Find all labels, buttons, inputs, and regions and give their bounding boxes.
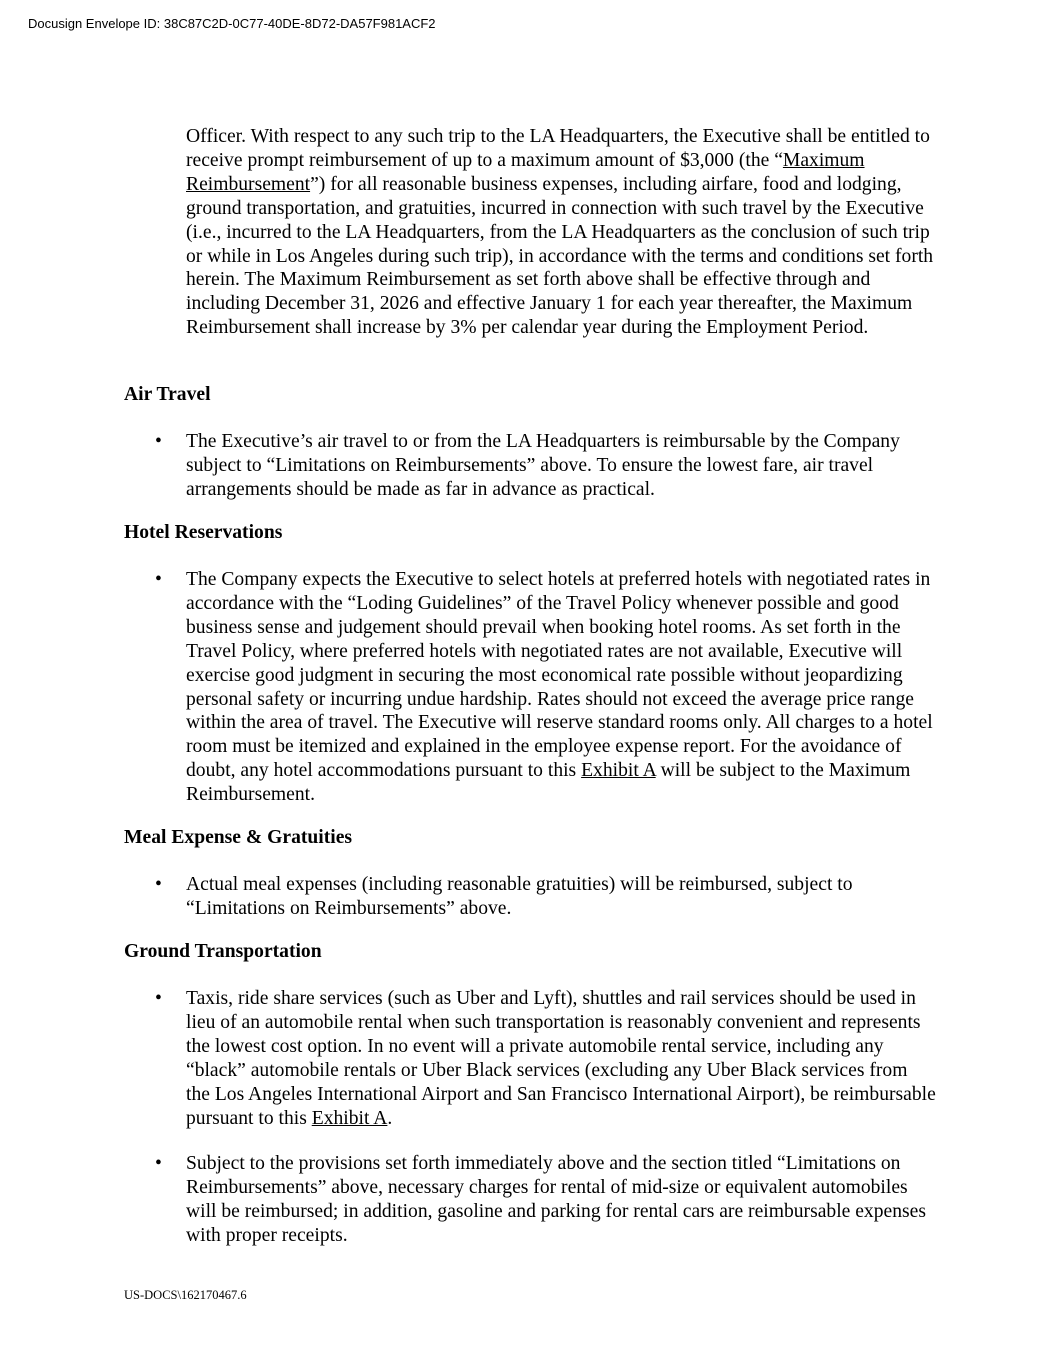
document-footer-id: US-DOCS\162170467.6	[124, 1288, 247, 1302]
hotel-reservations-heading: Hotel Reservations	[124, 522, 283, 543]
docusign-envelope-id: Docusign Envelope ID: 38C87C2D-0C77-40DE-8D72-DA57F981ACF2	[28, 16, 436, 31]
intro-text-2: ”) for all reasonable business expenses, including airfare, food and lodging, ground transportation, and gratuities, incurred in connection with such travel by the Executive (i.e., incurred to the LA Headquarters, from the LA Headquarters as the conclusion of such trip or while in Los Angeles during such trip), in accordance with the terms and conditions set forth herein. The Maximum Reimbursement as set forth above shall be effective through and including December 31, 2026 and effective January 1 for each year thereafter, the Maximum Reimbursement shall increase by 3% per calendar year during the Employment Period.	[186, 173, 934, 339]
hotel-text	[186, 568, 936, 807]
ground-transportation-heading: Ground Transportation	[124, 941, 322, 962]
ground-text-1a: Taxis, ride share services (such as Uber and Lyft), shuttles and rail services should be used in lieu of an automobile rental when such transportation is reasonably convenient and represents the lowest cost option. In no event will a private automobile rental service, including any “black” automobile rentals or Uber Black services (excluding any Uber Black services from the Los Angeles International Airport and San Francisco International Airport), be reimbursable pursuant to this	[186, 988, 936, 1129]
bullet-icon: •	[155, 874, 162, 895]
meal-text: Actual meal expenses (including reasonable gratuities) will be reimbursed, subject to “Limitations on Reimbursements” above.	[186, 874, 853, 919]
air-travel-text: The Executive’s air travel to or from the LA Headquarters is reimbursable by the Company subject to “Limitations on Reimbursements” above. To ensure the lowest fare, air travel arrangements should be made as far in advance as practical.	[186, 431, 900, 500]
ground-text-2: Subject to the provisions set forth immediately above and the section titled “Limitations on Reimbursements” above, necessary charges for rental of mid-size or equivalent automobiles will be reimbursed; in addition, gasoline and parking for rental cars are reimbursable expenses with proper receipts.	[186, 1153, 926, 1246]
exhibit-a-link[interactable]: Exhibit A	[311, 1107, 388, 1129]
bullet-icon: •	[155, 569, 162, 590]
exhibit-a-link[interactable]: Exhibit A	[581, 760, 656, 782]
maximum-reimbursement-term: Maximum Reimbursement	[186, 149, 865, 195]
intro-paragraph	[186, 125, 936, 340]
hotel-text-1: The Company expects the Executive to select hotels at preferred hotels with negotiated rates in accordance with the “Loding Guidelines” of the Travel Policy whenever possible and good business sense and judgement should prevail when booking hotel rooms. As set forth in the Travel Policy, where preferred hotels with negotiated rates are not available, Executive will exercise good judgment in securing the most economical rate possible without jeopardizing personal safety or incurring undue hardship. Rates should not exceed the average price range within the area of travel. The Executive will reserve standard rooms only. All charges to a hotel room must be itemized and explained in the employee expense report. For the avoidance of doubt, any hotel accommodations pursuant to this	[186, 569, 933, 782]
bullet-icon: •	[155, 988, 162, 1009]
meal-expense-heading: Meal Expense & Gratuities	[124, 827, 353, 848]
intro-text-1: Officer. With respect to any such trip to the LA Headquarters, the Executive shall be entitled to receive prompt reimbursement of up to a maximum amount of $3,000 (the “	[186, 126, 930, 171]
ground-text-1	[186, 987, 936, 1130]
air-travel-heading: Air Travel	[124, 384, 211, 405]
bullet-icon: •	[155, 431, 162, 452]
ground-text-1b: .	[387, 1107, 393, 1129]
bullet-icon: •	[155, 1153, 162, 1174]
hotel-text-2: will be subject to the Maximum Reimbursement.	[186, 760, 911, 806]
